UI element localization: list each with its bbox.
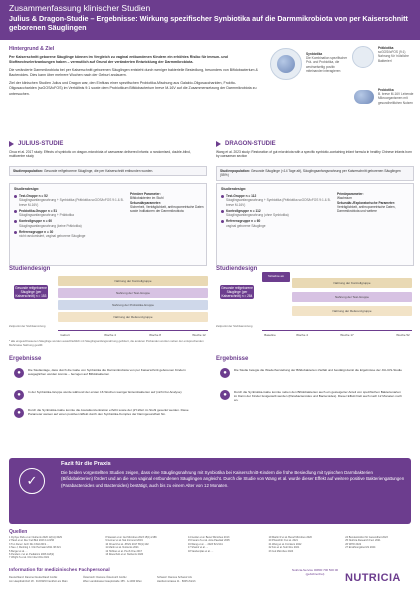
arrow-icon (9, 141, 14, 147)
dragon-design-box (216, 183, 414, 266)
group-desc: Säuglingsanfangsnahrung + Synbiotika (Präbiotika scGOS/lcFOS 9:1 & B. breve M-16V) (226, 198, 331, 207)
hotline: Nutricia-Service 00800 700 500 00 (gebührenfrei) (291, 568, 339, 576)
dragon-design-heading: Studiendesign (216, 266, 258, 272)
dragon-header (216, 141, 276, 147)
primary-text: Wachstum (337, 196, 352, 201)
julius-tick: Woche 12 (192, 333, 206, 337)
secondary-text: Sicherheit, Verträglichkeit, anthropometrische Daten sowie Indikatoren der Darmmikrobiota (130, 204, 204, 214)
sources-heading: Quellen (9, 529, 28, 535)
baby-icon: ● (14, 368, 24, 378)
group-name: Referenzgruppe n = 60 (226, 219, 261, 224)
julius-result (14, 390, 198, 400)
header-kicker: Zusammenfassung klinischer Studien (9, 3, 151, 13)
background-p3: Ziel der klinischen Studien Julius und Dragon war, den Einfluss einer spezifischen Probiotika-Mischung aus Galakto-Oligosacchariden, Fruktto-Oligosacchariden (scGOS/lcFOS) im Verhältnis 9:1 sowie dem Probiotikum Bifidobacterium breve M-16V auf die Zusammensetzung der Darmmikrobiota zu untersuchen. (9, 81, 257, 96)
julius-population-label: Studienpopulation: (13, 169, 44, 173)
check-icon: ✓ (19, 468, 45, 494)
dragon-group (221, 194, 331, 207)
dragon-group (221, 209, 331, 218)
secondary-label: Sekundär-/Exploratorische Parameter: (337, 200, 396, 205)
prebiotic-bubble (352, 46, 374, 68)
secondary-text: Verträglichkeit, anthropometrische Daten, Darmmikrobiota und weitere (337, 204, 396, 214)
dragon-result (220, 368, 404, 378)
primary-label: Primärer Parameter: (130, 192, 161, 196)
group-name: Test-Gruppe n = 52 (19, 194, 48, 198)
dragon-population (216, 166, 414, 181)
background-text (9, 55, 261, 100)
info-col: Schweiz: Danone Schweiz AG Hardturmstrasse 11 · 8005 Zürich (157, 576, 196, 583)
dragon-axis-label: Zeitpunkt der Stuhlsammlung (216, 324, 253, 328)
info-col: Deutschland: Danone Deutschland GmbH Am Hauptbahnhof 18 · D-60329 Frankfurt am Main (9, 576, 68, 583)
flask-icon: ● (14, 408, 24, 418)
julius-result (14, 368, 198, 378)
julius-bar-prebiotic-label: Nahrung der Probiotika-Gruppe (112, 303, 154, 307)
julius-population-text: Gesunde reifgeborene Säuglinge, die per Kaiserschnitt entbunden wurden. (43, 169, 154, 173)
conclusion-heading: Fazit für die Praxis (61, 461, 111, 467)
conclusion-text: Die beiden vorgestellten Studien zeigen, dass eine Säuglingsnahrung mit Synbiotika bei Kaiserschnitt-Kindern die frühe Besiedlung mit typischen Darmbakterien (Bifidobakterien) fördert und an die von vaginal entbundenen Säuglingen angleicht. Durch die Studie von Wang et al. wurde dieser Effekt auf weitere positive Bakteriengattungen (Parabacteroides und Bacteroides) bestätigt, auch bis zu einem Alter von 12 Monaten. (61, 470, 405, 488)
dragon-cohort: Gesunde reifgeborene Säuglinge (per Kaiserschnitt) n = 284 (221, 286, 253, 298)
julius-cohort: Gesunde reifgeborene Säuglinge (per Kaiserschnitt) n = 153 (15, 286, 47, 298)
dragon-result (220, 390, 404, 402)
group-name: Kontrollgruppe n = 112 (226, 208, 261, 213)
sources-col: 8 Stewart et al. Gut Microbes 2023 15(1):2186 9 Gomez et al. Nat Immunol 2019 10 Chua M et al. JPGN 2017 65(1):102 11 Martin et al. Nutrients 2021 12 Hobbes et al. PLoS One 2017 13 Roeschott et al. Nutrients 2020 (105, 536, 157, 557)
julius-group (14, 230, 124, 239)
dragon-citation: Wang et al. 2023 study: Restoration of gut microbiota with a specific synbiotic-containing infant formula in healthy Chinese infants born by caesarean section (216, 150, 412, 159)
dragon-results-heading: Ergebnisse (216, 356, 249, 362)
bacteria-icon (277, 55, 295, 73)
group-desc: Säuglingsanfangsnahrung (keine Präbiotika) (19, 223, 82, 228)
dragon-group (221, 219, 331, 228)
group-name: Kontrollgruppe n = 60 (19, 219, 53, 224)
sources-col: 24 Bundesinstitut für Gesundheit 2023 25 Nutricia Research Fed. 2021 26 WHO 2022 27 Ernährungsbericht 2024 (345, 536, 388, 550)
julius-groups-label: Studiendesign: (14, 187, 40, 191)
julius-design-box (9, 183, 207, 266)
dragon-population-text: Gesunde Säuglinge (<14 Tage alt), Säuglingsanfangsnahrung per Kaiserschnitt geborenen Säuglingen (55%) (220, 169, 401, 178)
julius-tick: Geburt (60, 333, 70, 337)
group-name: Referenzgruppe n = 30 (19, 230, 54, 235)
synbiotika-label (306, 52, 348, 73)
group-desc: Säuglingsanfangsnahrung + Synbiotika (Präbiotika scGOS/lcFOS 9:1 & B. breve M-16V) (19, 198, 124, 207)
julius-bar-test-label: Nahrung der Test-Gruppe (116, 291, 150, 295)
julius-groups (14, 194, 124, 241)
julius-note: * alle eingeschlossenen Säuglinge wurden ausschließlich mit Säuglingsanfangsnahrung gefüttert, die anderen Probanden wurden neben der entsprechenden Mehrrasse Nahrung gestillt (9, 339, 204, 347)
julius-title: JULIUS-STUDIE (18, 141, 64, 147)
synbiotics-illustration (268, 44, 416, 132)
julius-group (14, 219, 124, 228)
dragon-population-label: Studienpopulation: (220, 169, 251, 173)
julius-group (14, 194, 124, 207)
page-title: Julius & Dragon-Studie – Ergebnisse: Wirkung spezifischer Synbiotika auf die Darmmikrobiota von per Kaiserschnitt geborenen Säuglingen (9, 14, 408, 32)
info-columns (9, 576, 223, 583)
group-name: Probiotika-Gruppe n = 51 (19, 208, 57, 213)
julius-tick: Woche 4 (104, 333, 116, 337)
primary-text: Bifidobakterien im Stuhl (130, 196, 164, 201)
group-desc: nicht randomisiert, vaginal geborene Säuglinge (19, 234, 86, 239)
sources-col: 1 Dyrbye Park et al. Nutrients 2020 12(11):3429 2 Hand et al. Rev Cell Biol 2023 11:2156 3 Tun Derez. Arch Dis Child 2019 ... 4 Neu J, Rushing J. Clin Perinatol 2011 38:321 5 Berger et al. ... 6 Penders J et al. Pediatrics 2006 118(2) 7 Wright S et al. Clin Infect Dis 2021 (9, 536, 62, 560)
bacteria-icon: ● (220, 368, 230, 378)
group-name: Test-Gruppe n = 112 (226, 194, 257, 198)
dragon-groups (221, 194, 331, 230)
julius-group (14, 209, 124, 218)
sources-columns (9, 536, 414, 560)
julius-citation: Chua et al. 2017 study: Effects of synbiotic on dragon-microbiota of caesarean delivered infants: a randomised, double-blind, multicentre study (9, 150, 191, 159)
julius-result (14, 408, 198, 418)
secondary-label: Sekundärparameter: (130, 200, 162, 205)
result-text: Durch die Synbiotika-Gabe konnte die Acetatkonzentration erhöht sowie der pH-Wert im Stuhl gesenkt werden. Diese Parameter weisen auf einen positiven Effekt durch den Synbiotika-Komplex der Darmgesundheit hin. (28, 408, 189, 417)
background-p1-bold: Per Kaiserschnitt geborene Säuglinge können im Vergleich zu vaginal entbundenen Kindern ein erhöhtes Risiko für immun- und Stoffwechselerkrankungen haben – vermutlich auf Grund der veränderten Entwicklung der Darmmikrobiota. (9, 55, 228, 65)
dragon-tick: Woche 52 (396, 333, 410, 337)
synbiotika-title: Synbiotika (306, 52, 323, 56)
julius-timeline-axis (58, 330, 208, 331)
dragon-timeline-axis (262, 330, 412, 331)
stomach-icon: ● (14, 390, 24, 400)
result-text: In der Synbiotika-Gruppe wurde während der ersten 16 Wochen weniger Enterobakterien auf (nicht frei Analyse) (28, 390, 182, 394)
probiotic-icon (354, 90, 374, 104)
background-p2: Die veränderte Darmmikrobiota bei per Kaiserschnitt geborenen Säuglingen entsteht durch weniger bakterielle Besiedlung, besonders von Bifidobacterium & Bacteroides. Dies kann über mehrere Wochen nach der Geburt andauern. (9, 68, 258, 78)
arrow-icon (216, 141, 221, 147)
conclusion-box (9, 458, 411, 524)
julius-axis-label: Zeitpunkt der Stuhlsammlung (9, 324, 46, 328)
intestine-icon: ● (220, 390, 230, 400)
julius-tick: Woche 8 (149, 333, 161, 337)
dragon-tick: Woche 4 (296, 333, 308, 337)
praebiotika-label (378, 46, 414, 63)
probiotika-desc: B. breve M-16V Lebende Mikroorganismen mit gesundheitlichen Nutzen (378, 92, 414, 105)
dragon-tick: Baseline (264, 333, 276, 337)
dragon-endpoints (337, 192, 411, 213)
info-col: Österreich: Danone Österreich GmbH Wien Landstrasser Hauptstraße 155 · A-1030 Wien (83, 576, 142, 583)
sources-col: 14 Gelder et al. Benef Microbes 2013 15 Fanaro S et al. Acta Paediatr 2005 16 Wang et al. ... 2023 52:2141 17 Shamir et al. ... 18 Vandenplas et al. ... (187, 536, 230, 553)
probiotika-label (378, 88, 414, 105)
dragon-bar-control-label: Nahrung der Kontrollgruppe (333, 281, 371, 285)
background-heading: Hintergrund & Ziel (9, 46, 55, 52)
julius-header (9, 141, 63, 147)
synbiotika-desc: Die Kombination spezifischer Prä- und Probiotika, die wechselseitig positiv miteinander interagieren (306, 56, 348, 73)
julius-bar-reference-label: Nahrung der Referenzgruppe (113, 315, 153, 319)
result-text: Die Studie belegte die Wiederherstellung der Bifidobakterien-Vielfalt und bestätigt damit die Ergebnisse der JULIUS-Studie (234, 368, 402, 372)
result-text: Die Studienlage, dass durch die Gabe von Synbiotika die Darmmikrobiota von per Kaiserschnitt geborenen Kindern ausgeglichen werden konnte – bezogen auf Bifidobakterien (28, 368, 186, 377)
header (0, 0, 420, 40)
dragon-tick: Woche 17 (340, 333, 354, 337)
praebiotika-title: Präbiotika (378, 46, 394, 50)
group-desc: Säuglingsanfangsnahrung + Präbiotika (19, 213, 74, 218)
dragon-bar-reference-label: Nahrung der Referenzgruppe (332, 309, 372, 313)
probiotika-title: Probiotika (378, 88, 394, 92)
dragon-screening-label: Teilnahme am Screening (267, 275, 285, 288)
dragon-groups-label: Studiendesign: (221, 187, 247, 191)
julius-endpoints (130, 192, 204, 213)
nutricia-logo: NUTRICIA (345, 572, 401, 584)
julius-population (9, 166, 207, 176)
background-p1 (9, 55, 261, 66)
group-desc: vaginal geborene Säuglinge (226, 223, 266, 228)
result-text: Durch die Synbiotika-Gabe konnte neben den Bifidobakterien auch ein gesteigerter Anteil von spezifischen Bakterienarten im Darm der Kinder festgestellt werden (Parabacteroides und Bacteroides). Dieser Effekt hielt auch nach 12 Monaten noch an. (234, 390, 402, 403)
dragon-title: DRAGON-STUDIE (225, 141, 276, 147)
primary-label: Primärparameter: (337, 192, 364, 196)
sources-col: 19 Martin R et al. Benef Microbes 2020 20 Phavichitr N et al. 2021 21 Wang et al. Frontiers 2022 22 Kos et al. Nutr Rev 2021 23 Gut Microbes 2024 (268, 536, 312, 553)
julius-bar-control-label: Nahrung der Kontrollgruppe (114, 279, 152, 283)
group-desc: Säuglingsanfangsnahrung (ohne Synbiotika) (226, 213, 289, 218)
dragon-bar-test-label: Nahrung der Test-Gruppe (335, 295, 369, 299)
praebiotika-desc: scGOS/lcFOS (9:1) Nahrung für 'nützliche Bakterien' (378, 50, 409, 63)
julius-results-heading: Ergebnisse (9, 356, 42, 362)
info-heading: Information für medizinisches Fachpersonal (9, 568, 110, 573)
julius-design-heading: Studiendesign (9, 266, 51, 272)
